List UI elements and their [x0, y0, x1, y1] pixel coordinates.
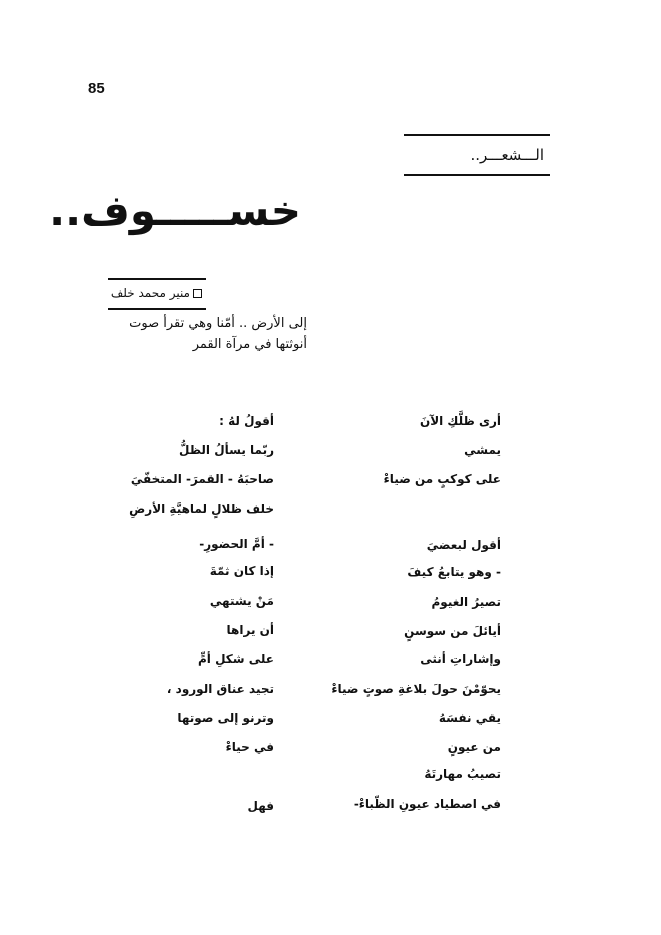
- verse-line: تجيد عناق الورود ،: [166, 682, 274, 696]
- verse-line: يقي نفسَهُ: [438, 711, 501, 725]
- verse-line: فهل: [247, 799, 274, 813]
- author-name: منير محمد خلف: [110, 286, 190, 300]
- verse-line: من عيونٍ: [447, 740, 501, 754]
- author-byline: [108, 278, 206, 310]
- verse-line: خلف ظلالٍ لماهيَّةِ الأرضِ: [129, 502, 274, 516]
- dedication-line-2: أنوثتها في مرآة القمر: [192, 337, 307, 352]
- page-number: 85: [88, 80, 105, 97]
- verse-line: تصيرُ الغيومُ: [431, 595, 501, 609]
- verse-line: مَنْ يشتهي: [209, 594, 274, 608]
- section-header: [404, 134, 550, 176]
- square-bullet-icon: [193, 289, 202, 298]
- verse-line: - وهو يتابعُ كيفَ: [407, 565, 501, 579]
- verse-line: أقولُ لهُ :: [219, 414, 274, 428]
- verse-line: أرى ظلَّكِ الآنَ: [419, 414, 501, 428]
- verse-line: وإشاراتِ أنثى: [420, 652, 501, 666]
- verse-line: على كوكبٍ من ضياءْ: [383, 472, 501, 486]
- verse-line: يمشي: [464, 443, 501, 457]
- poem-title: خســـــوف..: [49, 186, 301, 235]
- verse-line: أن يراها: [226, 623, 274, 637]
- verse-line: تصيبُ مهارتَهُ: [424, 767, 501, 781]
- verse-line: أقول لبعضيَ: [426, 538, 501, 552]
- section-label: الـــشعـــر..: [470, 146, 544, 164]
- verse-line: في حياءْ: [225, 740, 274, 754]
- verse-line: إذا كان ثمّةَ: [209, 564, 274, 578]
- verse-line: على شكلِ أمٍّ: [198, 652, 274, 666]
- dedication-line-1: إلى الأرض .. أمّنا وهي تقرأ صوت: [129, 316, 307, 331]
- verse-line: يحوّمْنَ حولَ بلاغةِ صوتٍ ضياءْ: [331, 682, 501, 696]
- verse-line: صاحبَهُ - القمرَ- المتخفّيَ: [130, 472, 274, 486]
- verse-line: - أمَّ الحضورِ-: [199, 537, 274, 551]
- verse-line: وترنو إلى صوتها: [177, 711, 274, 725]
- verse-line: ربّما يسألُ الظلُّ: [179, 443, 274, 457]
- verse-line: أيائلَ من سوسنٍ: [404, 624, 501, 638]
- author-label: [111, 286, 202, 300]
- verse-line: في اصطياد عيونِ الظّباءْ-: [353, 797, 501, 811]
